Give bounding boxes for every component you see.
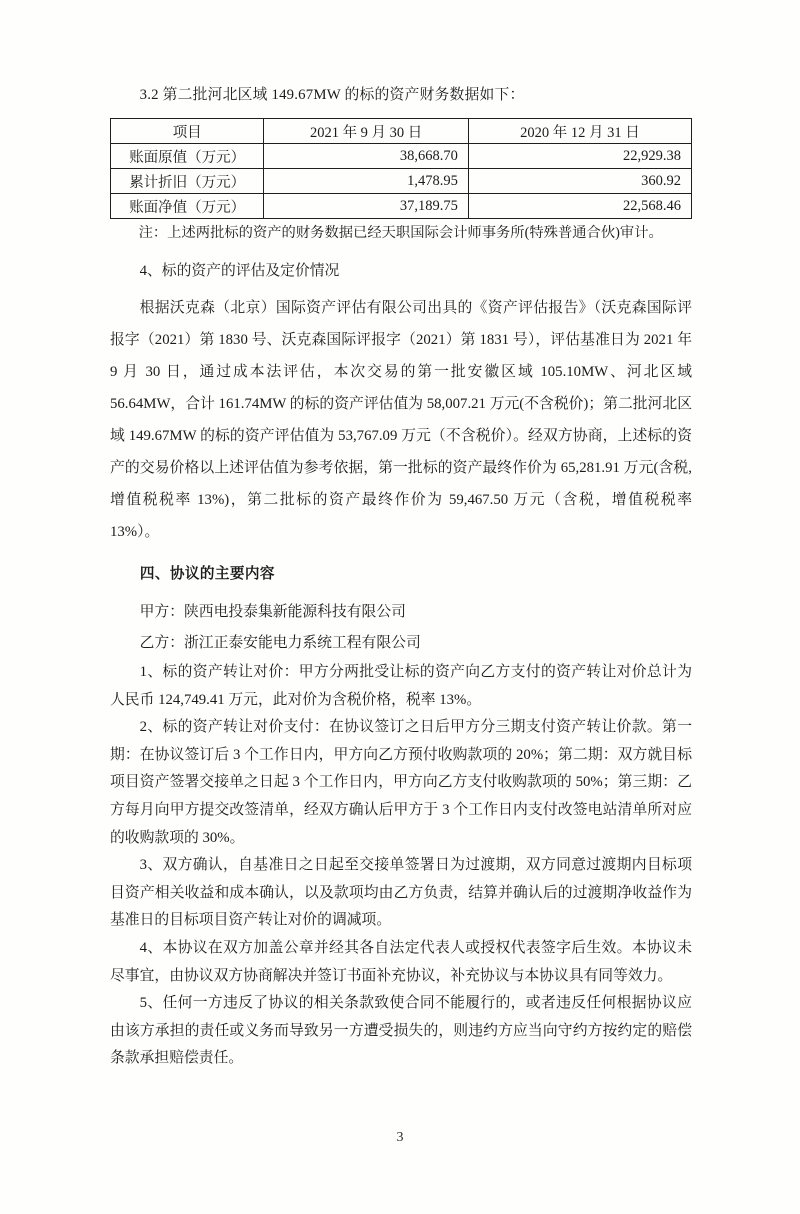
clause-4: 4、本协议在双方加盖公章并经其各自法定代表人或授权代表签字后生效。本协议未尽事宜，由协议双方协商解决并签订书面补充协议，补充协议与本协议具有同等效力。: [110, 939, 692, 984]
party-b-line: 乙方：浙江正泰安能电力系统工程有限公司: [139, 635, 421, 651]
clause-2: 2、标的资产转让对价支付：在协议签订之日后甲方分三期支付资产转让价款。第一期：在协议签订后 3 个工作日内，甲方向乙方预付收购款项的 20%；第二期：双方就目标项目资产签署交接单之日起 3 个工作日内，甲方向乙方支付收购款项的 50%；第三期：乙方每月向甲方提交改签清单，经双方确认后甲方于 3 个工作日内支付改签电站清单所对应的收购款项的 30%。: [110, 719, 692, 846]
table-header-row: [111, 119, 692, 144]
table-cell-value: 22,929.38: [468, 144, 691, 169]
table-row: [111, 194, 692, 219]
table-cell-label: 账面净值（万元）: [111, 194, 264, 219]
audit-note: 注：上述两批标的资产的财务数据已经天职国际会计师事务所(特殊普通合伙)审计。: [138, 225, 663, 241]
table-header-date-2021: 2021 年 9 月 30 日: [264, 119, 469, 144]
table-row: [111, 169, 692, 194]
table-cell-value: 38,668.70: [264, 144, 469, 169]
valuation-paragraph: 根据沃克森（北京）国际资产评估有限公司出具的《资产评估报告》（沃克森国际评报字（2021）第 1830 号、沃克森国际评报字（2021）第 1831 号），评估基准日为 2021 年 9 月 30 日，通过成本法评估，本次交易的第一批安徽区域 105.10MW、河北区域 56.64MW，合计 161.74MW 的标的资产评估值为 58,007.21 万元(不含税价)；第二批河北区域 149.67MW 的标的资产评估值为 53,767.09 万元（不含税价）。经双方协商，上述标的资产的交易价格以上述评估值为参考依据，第一批标的资产最终作价为 65,281.91 万元(含税,增值税税率 13%)，第二批标的资产最终作价为 59,467.50 万元（含税，增值税税率 13%）。: [110, 300, 692, 540]
table-cell-value: 360.92: [468, 169, 691, 194]
clause-5: 5、任何一方违反了协议的相关条款致使合同不能履行的，或者违反任何根据协议应由该方承担的责任或义务而导致另一方遭受损失的，则违约方应当向守约方按约定的赔偿条款承担赔偿责任。: [110, 995, 692, 1067]
section-4-heading: 4、标的资产的评估及定价情况: [139, 263, 340, 279]
table-cell-value: 22,568.46: [468, 194, 691, 219]
clause-3: 3、双方确认，自基准日之日起至交接单签署日为过渡期，双方同意过渡期内目标项目资产相关收益和成本确认，以及款项均由乙方负责，结算并确认后的过渡期净收益作为基准日的目标项目资产转让对价的调减项。: [110, 857, 692, 929]
table-cell-label: 累计折旧（万元）: [111, 169, 264, 194]
party-a-line: 甲方：陕西电投泰集新能源科技有限公司: [139, 604, 406, 620]
table-cell-value: 37,189.75: [264, 194, 469, 219]
clause-1: 1、标的资产转让对价：甲方分两批受让标的资产向乙方支付的资产转让对价总计为人民币 124,749.41 万元，此对价为含税价格，税率 13%。: [110, 664, 692, 708]
financial-data-table: [110, 118, 692, 219]
table-row: [111, 144, 692, 169]
table-cell-value: 1,478.95: [264, 169, 469, 194]
table-header-date-2020: 2020 年 12 月 31 日: [468, 119, 691, 144]
section-3-2-heading: 3.2 第二批河北区域 149.67MW 的标的资产财务数据如下：: [139, 87, 525, 103]
table-header-item: 项目: [111, 119, 264, 144]
chapter-4-heading: 四、协议的主要内容: [139, 566, 275, 582]
page-number: 3: [396, 1130, 404, 1145]
table-cell-label: 账面原值（万元）: [111, 144, 264, 169]
